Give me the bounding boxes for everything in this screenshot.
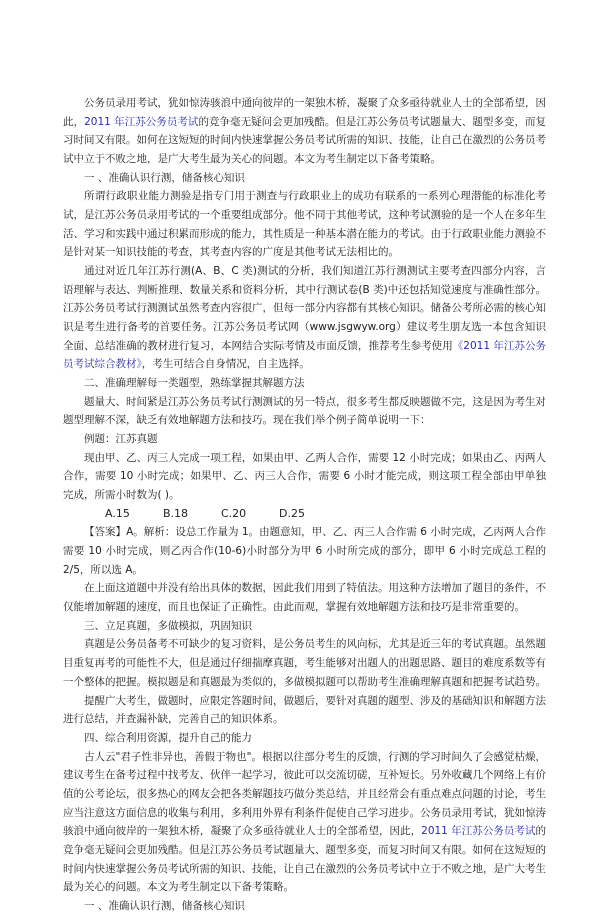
text-run: 一 、准确认识行测，储备核心知识 bbox=[84, 899, 245, 912]
paragraph bbox=[63, 579, 546, 616]
link[interactable]: 2011 年江苏公务员考试 bbox=[421, 825, 536, 838]
paragraph bbox=[63, 635, 546, 691]
link[interactable]: 2011 年江苏公务员考试 bbox=[84, 115, 199, 128]
paragraph bbox=[63, 430, 546, 449]
text-run: ，考生可结合自身情况，自主选择。 bbox=[141, 358, 310, 371]
text-run: 提醒广大考生，做题时，应限定答题时间，做题后，要针对真题的题型、涉及的基础知识和解题方法进行总结，并查漏补缺，完善自己的知识体系。 bbox=[63, 694, 546, 726]
text-run: 例题：江苏真题 bbox=[84, 433, 158, 446]
paragraph bbox=[63, 523, 546, 579]
option-b: B.18 bbox=[163, 506, 189, 520]
text-run: 一 、准确认识行测，储备核心知识 bbox=[84, 171, 245, 184]
text-run: 通过对近几年江苏行测(A、B、C 类)测试的分析，我们知道江苏行测测试主要考查四部分内容，言语理解与表达、判断推理、数量关系和资料分析，其中行测试卷(B 类)中还包括知觉速度与准确性部分。江苏公务员考试行测测试虽然考查内容很广，但每一部分内容都有其核心知识。储备公考所必需的核心知识是考生进行备考的首要任务。江苏公务员考试网（www.jsgwyw.org）建议考生朋友选一本包含知识全面、总结准确的教材进行复习，本网结合实际考情及市面反馈，推荐考生参考使用 bbox=[63, 265, 546, 352]
text-run: 三、立足真题，多做模拟，巩固知识 bbox=[84, 619, 252, 632]
paragraph bbox=[63, 897, 546, 916]
paragraph bbox=[63, 169, 546, 188]
paragraph bbox=[63, 692, 546, 729]
option-c: C.20 bbox=[221, 506, 247, 520]
paragraph bbox=[63, 374, 546, 393]
text-run: 真题是公务员备考不可缺少的复习资料，是公务员考生的风向标，尤其是近三年的考试真题。虽然题目重复再考的可能性不大，但是通过仔细揣摩真题，考生能够对出题人的出题思路、题目的难度系数等有一个整体的把握。模拟题是和真题最为类似的，多做模拟题可以帮助考生准确理解真题和把握考试趋势。 bbox=[63, 638, 546, 688]
text-run: 现由甲、乙、丙三人完成一项工程，如果由甲、乙两人合作，需要 12 小时完成；如果由乙、丙两人合作，需要 10 小时完成；如果甲、乙、丙三人合作，需要 6 小时才能完成，则这项工程全部由甲单独完成，所需小时数为( )。 bbox=[63, 451, 546, 502]
document-section-2 bbox=[63, 523, 546, 915]
text-run: 在上面这道题中并没有给出具体的数据，因此我们用到了特值法。用这种方法增加了题目的条件，不仅能增加解题的速度，而且也保证了正确性。由此而观，掌握有效地解题方法和技巧是非常重要的。 bbox=[63, 582, 546, 614]
text-run: 所谓行政职业能力测验是指专门用于测查与行政职业上的成功有联系的一系列心理潜能的标准化考试，是江苏公务员录用考试的一个重要组成部分。他不同于其他考试，这种考试测验的是一个人在多年生活、学习和实践中通过积累而形成的能力，其性质是一种基本潜在能力的考试。由于行政职业能力测验不是针对某一知识技能的考查，其考查内容的广度是其他考试无法相比的。 bbox=[63, 190, 546, 259]
text-run: 四、综合利用资源，提升自己的能力 bbox=[84, 731, 252, 744]
text-run: 公务员录用考试，犹如惊涛骇浪中通向彼岸的一架独木桥，凝聚了众多亟待就业人士的全部希望，因此， bbox=[63, 97, 546, 128]
paragraph bbox=[63, 449, 546, 505]
paragraph bbox=[63, 393, 546, 430]
paragraph bbox=[63, 94, 546, 169]
text-run: 的竞争毫无疑问会更加残酷。但是江苏公务员考试题量大、题型多变，而复习时间又有限。如何在这短短的时间内快速掌握公务员考试所需的知识、技能，让自己在激烈的公务员考试中立于不败之地，是广大考生最为关心的问题。本文为考生制定以下备考策略。 bbox=[63, 115, 547, 166]
paragraph bbox=[63, 729, 546, 748]
option-a: A.15 bbox=[105, 506, 130, 520]
paragraph bbox=[63, 262, 546, 374]
answer-options bbox=[63, 505, 546, 524]
text-run: 的竞争毫无疑问会更加残酷。但是江苏公务员考试题量大、题型多变，而复习时间又有限。如何在这短短的时间内快速掌握公务员考试所需的知识、技能，让自己在激烈的公务员考试中立于不败之地，是广大考生最为关心的问题。本文为考生制定以下备考策略。 bbox=[63, 825, 547, 894]
paragraph bbox=[63, 187, 546, 262]
link[interactable]: 《2011 年江苏公务员考试综合教材》 bbox=[63, 339, 547, 371]
text-run: 【答案】A。解析：设总工作量为 1。由题意知，甲、乙、丙三人合作需 6 小时完成，乙丙两人合作需要 10 小时完成，则乙丙合作(10-6)小时部分为甲 6 小时所完成的部分，即甲 6 小时完成总工程的 2/5，所以选 A。 bbox=[63, 526, 546, 576]
paragraph bbox=[63, 748, 546, 897]
text-run: 二、准确理解每一类题型，熟练掌握其解题方法 bbox=[84, 377, 305, 390]
option-d: D.25 bbox=[279, 506, 305, 520]
text-run: 古人云"君子性非异也，善假于物也"。根据以往部分考生的反馈，行测的学习时间久了会感觉枯燥，建议考生在备考过程中找考友、伙伴一起学习，彼此可以交流切磋，互补短长。另外收藏几个网络上有价值的公考论坛，很多热心的网友会把各类解题技巧做分类总结，并且经常会有重点难点问题的讨论，考生应当注意这方面信息的收集与利用，多利用外界有利条件促使自己学习进步。公务员录用考试，犹如惊涛骇浪中通向彼岸的一架独木桥，凝聚了众多亟待就业人士的全部希望，因此， bbox=[63, 750, 546, 838]
paragraph bbox=[63, 617, 546, 636]
document-section-1 bbox=[63, 94, 546, 505]
document-body bbox=[63, 94, 546, 916]
text-run: 题量大、时间紧是江苏公务员考试行测测试的另一特点，很多考生都反映题做不完，这是因为考生对题型理解不深，缺乏有效地解题方法和技巧。现在我们举个例子简单说明一下： bbox=[63, 395, 546, 427]
